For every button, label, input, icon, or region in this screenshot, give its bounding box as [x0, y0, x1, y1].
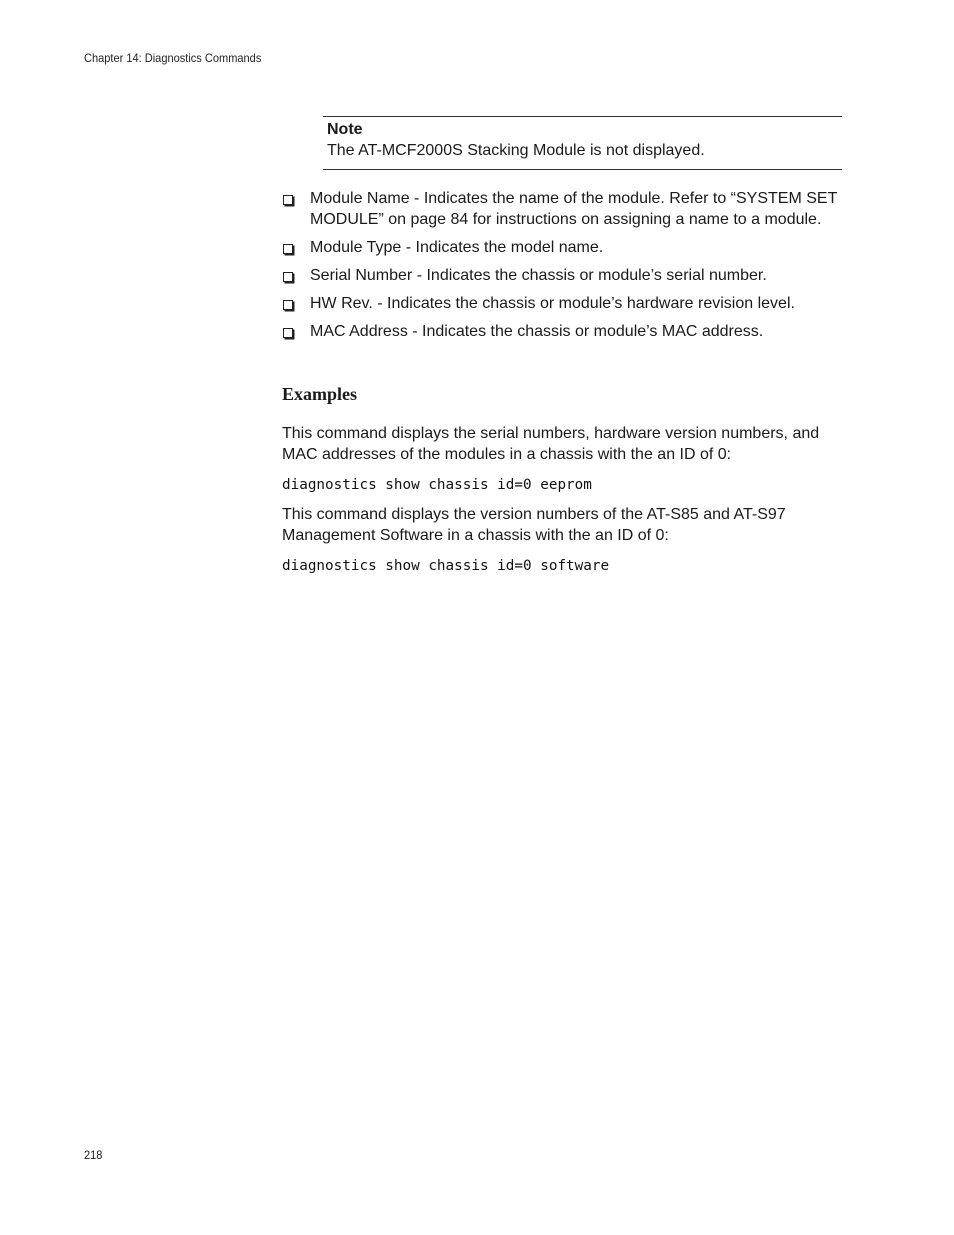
note-text: The AT-MCF2000S Stacking Module is not displayed. — [327, 142, 705, 159]
list-item — [282, 189, 842, 230]
field-description-list — [282, 189, 842, 350]
checkbox-bullet-icon — [283, 300, 293, 310]
running-header: Chapter 14: Diagnostics Commands — [84, 51, 262, 65]
example-command-2: diagnostics show chassis id=0 software — [282, 558, 610, 574]
note-title: Note — [327, 121, 363, 138]
example-description-2: This command displays the version numbers of the AT-S85 and AT-S97 Management Software in a chassis with the an ID of 0: — [282, 506, 786, 544]
list-item-text: Serial Number - Indicates the chassis or module’s serial number. — [310, 266, 767, 284]
list-item-text: Module Name - Indicates the name of the module. Refer to “SYSTEM SET MODULE” on page 84 for instructions on assigning a name to a module. — [310, 190, 838, 228]
example-description-1: This command displays the serial numbers, hardware version numbers, and MAC addresses of the modules in a chassis with the an ID of 0: — [282, 425, 820, 463]
list-item — [282, 266, 842, 287]
checkbox-bullet-icon — [283, 244, 293, 254]
examples-heading: Examples — [282, 384, 358, 404]
checkbox-bullet-icon — [283, 195, 293, 205]
checkbox-bullet-icon — [283, 272, 293, 282]
list-item-text: HW Rev. - Indicates the chassis or module’s hardware revision level. — [310, 294, 795, 312]
note-box — [323, 116, 842, 170]
checkbox-bullet-icon — [283, 328, 293, 338]
list-item — [282, 238, 842, 259]
list-item-text: Module Type - Indicates the model name. — [310, 238, 604, 256]
list-item — [282, 322, 842, 343]
page-number: 218 — [84, 1148, 103, 1162]
list-item — [282, 294, 842, 315]
list-item-text: MAC Address - Indicates the chassis or module’s MAC address. — [310, 322, 764, 340]
example-command-1: diagnostics show chassis id=0 eeprom — [282, 477, 592, 493]
